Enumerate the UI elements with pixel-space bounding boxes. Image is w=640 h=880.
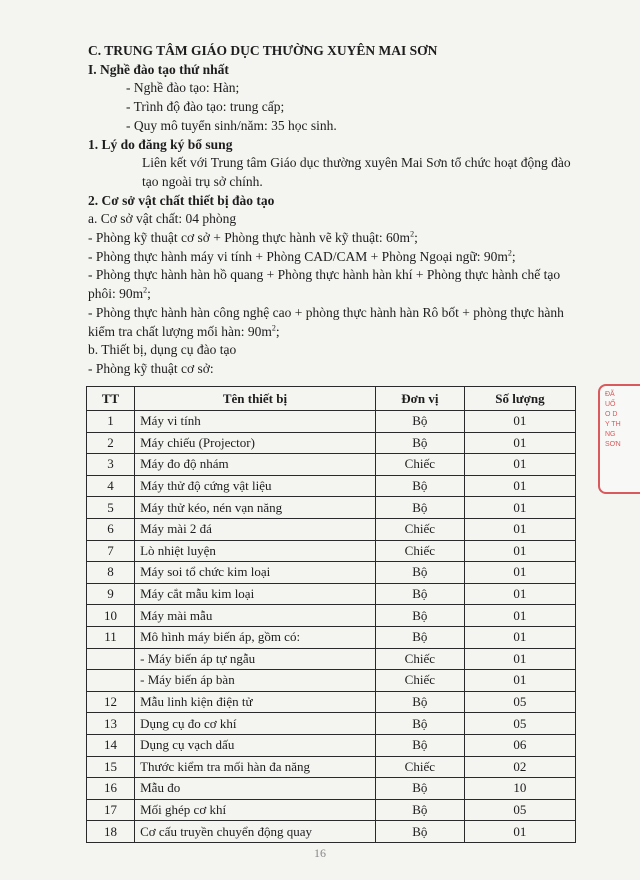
- table-row: [87, 734, 576, 756]
- cell-qty: 01: [464, 518, 575, 540]
- cell-qty: 01: [464, 454, 575, 476]
- cell-name: Máy thử độ cứng vật liệu: [135, 475, 376, 497]
- table-row: [87, 648, 576, 670]
- table-row: [87, 756, 576, 778]
- room-text: - Phòng kỹ thuật cơ sở + Phòng thực hành vẽ kỹ thuật: 60m: [88, 230, 411, 246]
- cell-name: Máy mài 2 đá: [135, 518, 376, 540]
- header-unit: Đơn vị: [375, 387, 464, 411]
- cell-qty: 01: [464, 670, 575, 692]
- cell-unit: Bộ: [375, 562, 464, 584]
- cell-name: Máy thử kéo, nén vạn năng: [135, 497, 376, 519]
- bullet-line: - Nghề đào tạo: Hàn;: [126, 80, 240, 96]
- cell-tt: 5: [87, 497, 135, 519]
- cell-unit: Chiếc: [375, 670, 464, 692]
- cell-unit: Bộ: [375, 778, 464, 800]
- section-title: C. TRUNG TÂM GIÁO DỤC THƯỜNG XUYÊN MAI SƠN: [88, 43, 438, 58]
- cell-unit: Bộ: [375, 411, 464, 433]
- cell-tt: 12: [87, 691, 135, 713]
- room-label: - Phòng kỹ thuật cơ sở:: [88, 360, 214, 376]
- cell-qty: 01: [464, 605, 575, 627]
- cell-name: Mẫu đo: [135, 778, 376, 800]
- cell-tt: 6: [87, 518, 135, 540]
- table-row: [87, 605, 576, 627]
- table-row: [87, 626, 576, 648]
- room-item: [88, 304, 578, 341]
- cell-unit: Bộ: [375, 475, 464, 497]
- red-stamp: [598, 384, 640, 494]
- cell-unit: Bộ: [375, 432, 464, 454]
- stamp-line: SƠN: [605, 441, 621, 448]
- cell-qty: 01: [464, 648, 575, 670]
- cell-qty: 01: [464, 475, 575, 497]
- cell-unit: Chiếc: [375, 454, 464, 476]
- rooms-count: a. Cơ sở vật chất: 04 phòng: [88, 211, 237, 227]
- table-row: [87, 670, 576, 692]
- cell-unit: Bộ: [375, 626, 464, 648]
- cell-unit: Bộ: [375, 691, 464, 713]
- cell-name: Máy chiếu (Projector): [135, 432, 376, 454]
- cell-qty: 06: [464, 734, 575, 756]
- room-text: - Phòng thực hành hàn hồ quang + Phòng thực hành hàn khí + Phòng thực hành chế tạo phôi: 90m: [88, 267, 561, 302]
- cell-qty: 05: [464, 713, 575, 735]
- cell-tt: [87, 648, 135, 670]
- cell-name: Máy đo độ nhám: [135, 454, 376, 476]
- cell-unit: Bộ: [375, 713, 464, 735]
- room-text: - Phòng thực hành máy vi tính + Phòng CAD/CAM + Phòng Ngoại ngữ: 90m: [88, 248, 508, 264]
- cell-tt: 14: [87, 734, 135, 756]
- cell-unit: Bộ: [375, 821, 464, 843]
- table-row: [87, 518, 576, 540]
- cell-unit: Chiếc: [375, 518, 464, 540]
- cell-qty: 05: [464, 691, 575, 713]
- stamp-line: UỐ: [605, 401, 616, 408]
- cell-tt: 13: [87, 713, 135, 735]
- cell-qty: 02: [464, 756, 575, 778]
- bullet-line: - Quy mô tuyển sinh/năm: 35 học sinh.: [126, 117, 337, 133]
- stamp-line: Y TH: [605, 421, 621, 428]
- header-name: Tên thiết bị: [135, 387, 376, 411]
- table-row: [87, 583, 576, 605]
- cell-tt: 7: [87, 540, 135, 562]
- header-qty: Số lượng: [464, 387, 575, 411]
- cell-tt: [87, 670, 135, 692]
- room-end: ;: [511, 248, 516, 264]
- cell-qty: 10: [464, 778, 575, 800]
- table-row: [87, 432, 576, 454]
- cell-tt: 11: [87, 626, 135, 648]
- table-row: [87, 691, 576, 713]
- table-row: [87, 540, 576, 562]
- cell-unit: Chiếc: [375, 756, 464, 778]
- reason-heading: 1. Lý do đăng ký bổ sung: [88, 136, 233, 152]
- room-end: ;: [275, 323, 280, 339]
- cell-name: Mô hình máy biến áp, gồm có:: [135, 626, 376, 648]
- cell-name: Máy vi tính: [135, 411, 376, 433]
- cell-qty: 01: [464, 540, 575, 562]
- cell-name: Dụng cụ đo cơ khí: [135, 713, 376, 735]
- cell-qty: 05: [464, 799, 575, 821]
- cell-tt: 9: [87, 583, 135, 605]
- cell-tt: 4: [87, 475, 135, 497]
- cell-name: Dụng cụ vạch dấu: [135, 734, 376, 756]
- bullet-line: - Trình độ đào tạo: trung cấp;: [126, 99, 285, 115]
- cell-tt: 17: [87, 799, 135, 821]
- page-number: 16: [314, 846, 326, 860]
- unit-superscript: 2: [507, 248, 512, 258]
- table-row: [87, 821, 576, 843]
- cell-name: Thước kiểm tra mối hàn đa năng: [135, 756, 376, 778]
- cell-name: - Máy biến áp bàn: [135, 670, 376, 692]
- cell-name: Cơ cấu truyền chuyển động quay: [135, 821, 376, 843]
- cell-qty: 01: [464, 411, 575, 433]
- cell-name: Mẫu linh kiện điện tử: [135, 691, 376, 713]
- cell-qty: 01: [464, 583, 575, 605]
- table-row: [87, 475, 576, 497]
- cell-tt: 8: [87, 562, 135, 584]
- cell-tt: 3: [87, 454, 135, 476]
- unit-superscript: 2: [143, 285, 148, 295]
- cell-unit: Chiếc: [375, 540, 464, 562]
- room-end: ;: [414, 230, 418, 246]
- cell-unit: Chiếc: [375, 648, 464, 670]
- table-row: [87, 799, 576, 821]
- table-row: [87, 713, 576, 735]
- cell-name: - Máy biến áp tự ngẫu: [135, 648, 376, 670]
- table-header-row: [87, 387, 576, 411]
- room-text: - Phòng thực hành hàn công nghệ cao + phòng thực hành hàn Rô bốt + phòng thực hành kiểm tra chất lượng mối hàn: 90m: [88, 304, 564, 339]
- cell-tt: 2: [87, 432, 135, 454]
- table-row: [87, 562, 576, 584]
- cell-name: Mối ghép cơ khí: [135, 799, 376, 821]
- table-row: [87, 411, 576, 433]
- cell-unit: Bộ: [375, 497, 464, 519]
- cell-name: Máy mài mẫu: [135, 605, 376, 627]
- document-body: [88, 42, 578, 379]
- equipment-heading: b. Thiết bị, dụng cụ đào tạo: [88, 342, 237, 358]
- table-row: [87, 454, 576, 476]
- cell-name: Lò nhiệt luyện: [135, 540, 376, 562]
- cell-tt: 10: [87, 605, 135, 627]
- cell-qty: 01: [464, 821, 575, 843]
- section-heading-1: I. Nghề đào tạo thứ nhất: [88, 61, 229, 77]
- cell-tt: 1: [87, 411, 135, 433]
- cell-qty: 01: [464, 432, 575, 454]
- table-row: [87, 778, 576, 800]
- cell-qty: 01: [464, 626, 575, 648]
- room-end: ;: [147, 286, 151, 302]
- stamp-line: ĐÃ: [605, 391, 615, 398]
- table-row: [87, 497, 576, 519]
- cell-unit: Bộ: [375, 799, 464, 821]
- facilities-heading: 2. Cơ sở vật chất thiết bị đào tạo: [88, 192, 275, 208]
- cell-tt: 18: [87, 821, 135, 843]
- room-item: [88, 229, 578, 248]
- stamp-line: NG: [605, 431, 616, 438]
- cell-unit: Bộ: [375, 583, 464, 605]
- cell-qty: 01: [464, 562, 575, 584]
- room-item: [88, 266, 578, 303]
- cell-name: Máy soi tổ chức kim loại: [135, 562, 376, 584]
- equipment-table: [86, 386, 576, 843]
- cell-unit: Bộ: [375, 734, 464, 756]
- stamp-line: O D: [605, 411, 618, 418]
- cell-unit: Bộ: [375, 605, 464, 627]
- unit-superscript: 2: [410, 229, 415, 239]
- cell-name: Máy cắt mẫu kim loại: [135, 583, 376, 605]
- cell-qty: 01: [464, 497, 575, 519]
- cell-tt: 15: [87, 756, 135, 778]
- unit-superscript: 2: [271, 323, 276, 333]
- room-item: [88, 248, 578, 267]
- cell-tt: 16: [87, 778, 135, 800]
- header-tt: TT: [87, 387, 135, 411]
- reason-paragraph: Liên kết với Trung tâm Giáo dục thường xuyên Mai Sơn tổ chức hoạt động đào tạo ngoài trụ sở chính.: [142, 155, 571, 189]
